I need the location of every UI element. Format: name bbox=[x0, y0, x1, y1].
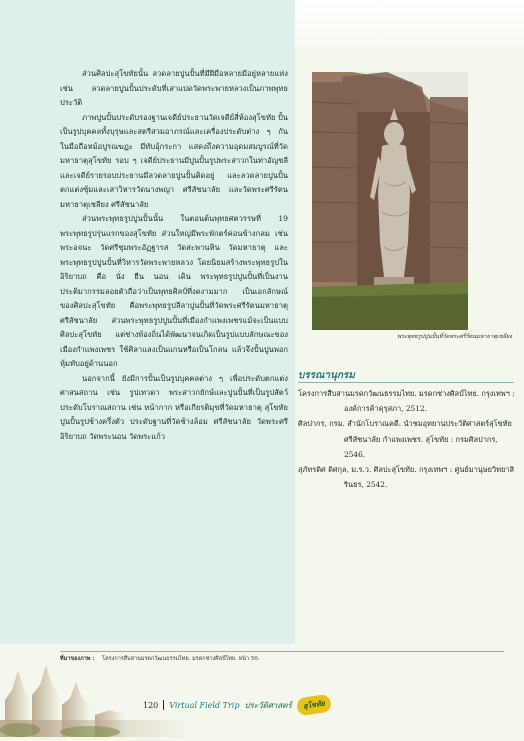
paragraph-1: ส่วนศิลปะสุโขทัยนั้น ลวดลายปูนปั้นที่มีฝีมือหลายมีอยู่หลายแห่ง เช่น ลวดลายปูนปั้นประดับที่เสาแปดวัดพระพายหลวงเป็นภาพพุทธประวัติ bbox=[60, 69, 288, 107]
series-title: Virtual Field Trip bbox=[169, 700, 240, 710]
paragraph-2: ภาพปูนปั้นประดับรองฐานเจดีย์ประธานวัดเจดีย์สี่ห้องสุโขทัย ปั้นเป็นรูปบุคคลทั้งบุรุษและสตรีสวมอาภรณ์และเครื่องประดับต่าง ๆ กัน ในมือถือหม้อปูรณฆฏะ มีทับอุ้กระกา แสดงถึงความอุดมสมบูรณ์ที่วัดมหาธาตุสุโขทัย รอบ ๆ เจดีย์ประธานมีปูนปั้นรูปพระสาวกในท่าอัญชลี และเจดีย์รายรอบประธานมีลวดลายปูนปั้นติดอยู่ และลวดลายปูนปั้นตกแต่งซุ้มและเสาวิหารวัดนางพญา ศรีสัชนาลัย และวัดพระศรีรัตนมหาธาตุเชลียง ศรีสัชนาลัย bbox=[60, 112, 288, 209]
reference-item: ศิลปากร, กรม. สำนักโบราณคดี. นำชมอุทยานประวัติศาสตร์สุโขทัยศรีสัชนาลัย กำแพงเพชร. สุโขทัย : กรมศิลปากร, 2546. bbox=[298, 419, 512, 459]
footnote-divider bbox=[60, 651, 504, 652]
reference-item: สุภัทรดิศ ดิศกุล, ม.ร.ว. ศิลปะสุโขทัย. กรุงเทพฯ : ศูนย์มานุษยวิทยาสิรินธร, 2542. bbox=[298, 465, 514, 490]
paragraph-4: นอกจากนี้ ยังมีการปั้นเป็นรูปบุคคลต่าง ๆ เพื่อประดับตกแต่งศาสนสถาน เช่น รูปเทวดา พระสาวกยักษ์และปูนปั้นที่เป็นรูปสัตว์ประดับโบราณสถาน เช่น หน้ากาก หรือเกียรติมุขที่วัดมหาธาตุ สุโขทัย ปูนปั้นรูปช้างครึ่งตัว ประดับฐานที่วัดช้างล้อม ศรีสัชนาลัย วัดพระศรีอิริยาบถ วัดพระนอน วัดพระแก้ว bbox=[60, 373, 288, 441]
top-strip bbox=[295, 0, 524, 48]
page-number: 120 bbox=[143, 700, 159, 710]
sukhothai-logo-badge: สุโขทัย bbox=[296, 694, 332, 717]
body-text bbox=[60, 67, 288, 444]
reference-item: โครงการสืบสานมรดกวัฒนธรรมไทย. มรดกช่างศิลป์ไทย. กรุงเทพฯ : องค์การค้าคุรุสภา, 2512. bbox=[298, 389, 515, 414]
footnote-text: โครงการสืบสานมรดกวัฒนธรรมไทย. มรดกช่างศิลป์ไทย. หน้า 50. bbox=[102, 656, 260, 662]
references-heading: บรรณานุกรม bbox=[298, 370, 355, 381]
buddha-statue-photo bbox=[312, 72, 468, 330]
references-list bbox=[298, 386, 516, 492]
series-subtitle: ประวัติศาสตร์ bbox=[244, 700, 292, 710]
footnote-label: ที่มาของภาพ : bbox=[60, 656, 95, 662]
page-footer bbox=[143, 697, 331, 713]
footer-separator bbox=[163, 700, 164, 710]
references-divider bbox=[298, 382, 514, 383]
text-panel bbox=[0, 0, 295, 644]
paragraph-3: ส่วนพระพุทธรูปปูนปั้นนั้น ในตอนต้นพุทธศตวรรษที่ 19 พระพุทธรูปรุ่นแรกของสุโขทัย ส่วนใหญ่มีพระพักตร์ค่อนข้างกลม เช่น พระอจนะ วัดศรีชุมพระอัฏฐารส วัดสะพานหิน วัดมหาธาตุ และพระพุทธรูปปูนปั้นที่วิหารวัดพระพายหลวง โดยนิยมสร้างพระพุทธรูปในอิริยาบถ คือ นั่ง ยืน นอน เดิน พระพุทธรูปปูนปั้นที่เป็นงานประติมากรรมลอยตัวถือว่าเป็นพุทธศิลป์ที่งดงามมาก เป็นเอกลักษณ์ของศิลปะสุโขทัย คือพระพุทธรูปลีลาปูนปั้นที่วัดพระศรีรัตนมหาธาตุ ศรีสัชนาลัย ส่วนพระพุทธรูปปูนปั้นที่เมืองกำแพงเพชรแม้จะเป็นแบบศิลปะสุโขทัย แต่ช่างท้องถิ่นได้พัฒนาจนเกิดเป็นรูปแบบลักษณะของเมืองกำแพงเพชร ใช้ศิลาแลงเป็นแกนหรือเป็นโกลน แล้วจึงปั้นปูนพอกหุ้มทับอยู่ด้านนอก bbox=[60, 214, 288, 368]
photo-caption: พระพุทธรูปปูนปั้นที่วัดพระศรีรัตนมหาธาตุเชลียง bbox=[397, 334, 512, 340]
